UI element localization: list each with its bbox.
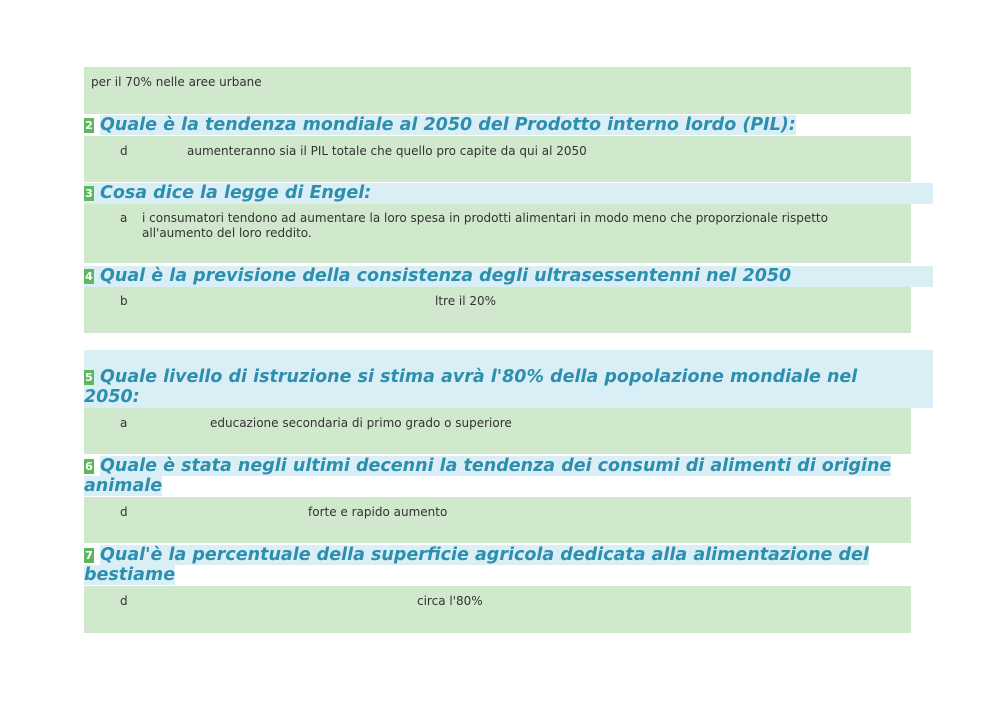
question-3-title — [84, 183, 371, 204]
answer-box-4 — [84, 287, 911, 333]
question-5-title-line-1 — [84, 367, 857, 388]
question-title-line: Quale è stata negli ultimi decenni la tendenza dei consumi di alimenti di origine — [100, 456, 892, 476]
question-title-line: Quale è la tendenza mondiale al 2050 del Prodotto interno lordo (PIL): — [100, 115, 796, 135]
question-number-badge: 2 — [85, 119, 93, 132]
question-7-title-line-2 — [84, 565, 175, 586]
answer-box-6 — [84, 497, 911, 543]
answer-box-7 — [84, 586, 911, 633]
answer-letter: d — [120, 594, 128, 608]
answer-text: forte e rapido aumento — [308, 505, 448, 519]
answer-box-3 — [84, 204, 911, 263]
question-title-line: Cosa dice la legge di Engel: — [100, 183, 372, 203]
question-number-badge: 5 — [85, 371, 93, 384]
question-6-title-line-2 — [84, 476, 162, 497]
answer-text: circa l'80% — [417, 594, 483, 608]
answer-letter: d — [120, 505, 128, 519]
answer-letter: a — [120, 416, 128, 430]
question-number-badge: 3 — [85, 187, 93, 200]
answer-text: per il 70% nelle aree urbane — [91, 75, 262, 89]
question-title-line: Quale livello di istruzione si stima avrà l'80% della popolazione mondiale nel — [100, 367, 858, 387]
question-5-title-line-2: 2050: — [84, 387, 140, 407]
answer-text: educazione secondaria di primo grado o superiore — [210, 416, 512, 430]
answer-letter: b — [120, 294, 128, 308]
question-4-title — [84, 266, 791, 287]
answer-letter: a — [120, 211, 128, 225]
question-number-badge: 4 — [85, 270, 93, 283]
question-6-title-line-1 — [84, 456, 891, 477]
question-7-title-line-1 — [84, 545, 869, 566]
answer-text-line-1: i consumatori tendono ad aumentare la loro spesa in prodotti alimentari in modo meno che proporzionale rispetto — [142, 211, 828, 225]
question-number-badge: 6 — [85, 460, 93, 473]
question-title-line: bestiame — [84, 565, 176, 585]
answer-letter: d — [120, 144, 128, 158]
answer-text-line-2: all'aumento del loro reddito. — [142, 226, 312, 240]
question-2-title — [84, 115, 796, 136]
answer-box-1 — [84, 67, 911, 114]
question-title-line: Qual'è la percentuale della superficie agricola dedicata alla alimentazione del — [100, 545, 869, 565]
answer-text: ltre il 20% — [435, 294, 497, 308]
question-title-line: Qual è la previsione della consistenza degli ultrasessentenni nel 2050 — [100, 266, 792, 286]
answer-text: aumenteranno sia il PIL totale che quello pro capite da qui al 2050 — [187, 144, 587, 158]
answer-box-5 — [84, 408, 911, 454]
question-number-badge: 7 — [85, 549, 93, 562]
question-title-line: animale — [84, 476, 163, 496]
answer-box-2 — [84, 136, 911, 182]
